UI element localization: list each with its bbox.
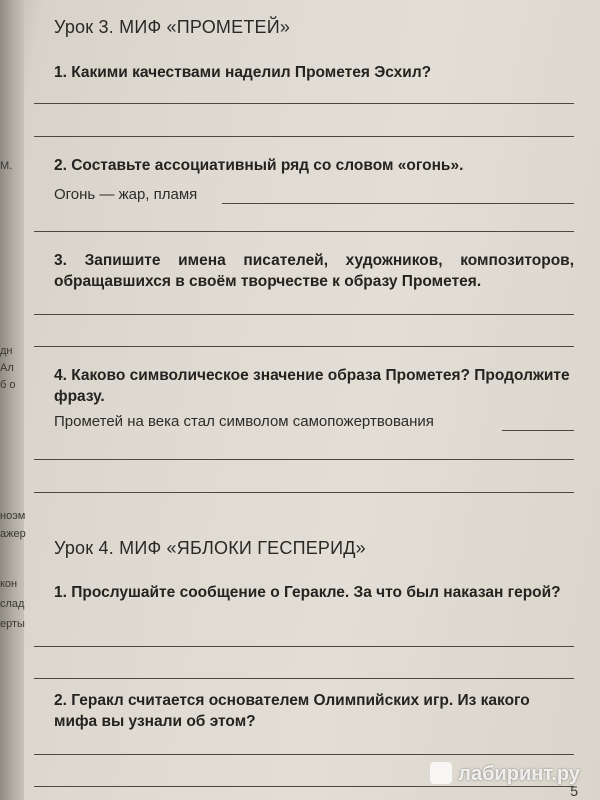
adjacent-page-fragment: слад bbox=[0, 598, 25, 610]
adjacent-page-fragment: М. bbox=[0, 160, 13, 172]
lesson-3-title: Урок 3. МИФ «ПРОМЕТЕЙ» bbox=[54, 17, 291, 37]
adjacent-page-edge bbox=[0, 0, 24, 800]
lesson-3-question-2-prefill: Огонь — жар, пламя bbox=[54, 186, 198, 203]
adjacent-page-fragment: ноэм bbox=[0, 510, 26, 522]
page-number: 5 bbox=[570, 783, 578, 799]
answer-line[interactable] bbox=[34, 646, 574, 647]
lesson-3-question-1: 1. Какими качествами наделил Прометея Эсхил? bbox=[54, 64, 432, 81]
lesson-3-question-3: 3. Запишите имена писателей, художников, композиторов, обращавшихся в своём творчестве к образу Прометея. bbox=[54, 252, 574, 290]
labirint-logo-icon bbox=[430, 762, 452, 784]
answer-line[interactable] bbox=[34, 459, 574, 460]
lesson-4-question-2: 2. Геракл считается основателем Олимпийских игр. Из какого мифа вы узнали об этом? bbox=[54, 692, 530, 730]
answer-line[interactable] bbox=[34, 314, 574, 315]
lesson-3-question-4: 4. Каково символическое значение образа Прометея? Продолжите фразу. bbox=[54, 367, 570, 405]
lesson-4-question-1: 1. Прослушайте сообщение о Геракле. За что был наказан герой? bbox=[54, 584, 561, 601]
answer-line[interactable] bbox=[34, 231, 574, 232]
lesson-4-title: Урок 4. МИФ «ЯБЛОКИ ГЕСПЕРИД» bbox=[54, 538, 366, 558]
answer-line[interactable] bbox=[502, 430, 574, 431]
adjacent-page-fragment: ерты bbox=[0, 618, 25, 630]
answer-line[interactable] bbox=[222, 203, 574, 204]
adjacent-page-fragment: ажер bbox=[0, 528, 26, 540]
answer-line[interactable] bbox=[34, 754, 574, 755]
answer-line[interactable] bbox=[34, 103, 574, 104]
answer-line[interactable] bbox=[34, 136, 574, 137]
answer-line[interactable] bbox=[34, 346, 574, 347]
answer-line[interactable] bbox=[34, 786, 574, 787]
answer-line[interactable] bbox=[34, 678, 574, 679]
answer-line[interactable] bbox=[34, 492, 574, 493]
adjacent-page-fragment: дн bbox=[0, 345, 13, 357]
adjacent-page-fragment: б о bbox=[0, 379, 16, 391]
lesson-3-question-4-prefill: Прометей на века стал символом самопожертвования bbox=[54, 413, 434, 430]
lesson-3-question-2: 2. Составьте ассоциативный ряд со словом «огонь». bbox=[54, 157, 464, 174]
adjacent-page-fragment: Ал bbox=[0, 362, 14, 374]
adjacent-page-fragment: кон bbox=[0, 578, 18, 590]
watermark: лабиринт.ру bbox=[430, 762, 580, 786]
